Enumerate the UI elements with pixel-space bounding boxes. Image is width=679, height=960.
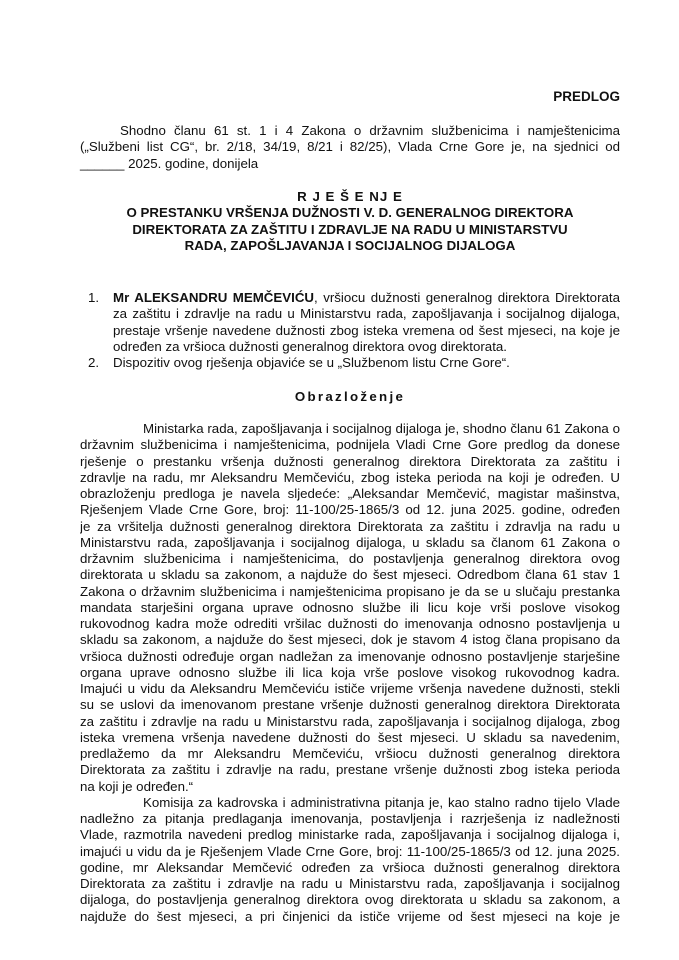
explanation-line: je za vršitelja dužnosti generalnog direktora Direktorata za zaštitu i zdravlja na radu u — [80, 518, 620, 534]
explanation-line: rješenje o prestanku vršenja dužnosti generalnog direktora Direktorata za zaštitu i — [80, 453, 620, 469]
explanation-line: Komisija za kadrovska i administrativna pitanja je, kao stalno radno tijelo Vlade — [143, 794, 620, 810]
item-line: prestaje vršenje navedene dužnosti zbog isteka vremena od šest mjeseci, na koje je — [113, 322, 620, 338]
explanation-line: zdravlje na radu, mr Aleksandru Memčeviću, zbog isteka perioda na koji je određen. U — [80, 469, 620, 485]
explanation-line: na koji je određen.“ — [80, 778, 194, 794]
intro-paragraph — [80, 123, 620, 172]
explanation-line: obrazloženju predloga je navela sljedeće: „Aleksandar Memčević, magistar mašinstva, — [80, 486, 620, 501]
explanation-line: najduže do šest mjeseci, a pri činjenici da ističe vrijeme od šest mjeseci na koje je — [80, 908, 620, 924]
decision-subtitle-line: O PRESTANKU VRŠENJA DUŽNOSTI V. D. GENERALNOG DIREKTORA — [126, 205, 574, 221]
item-line: određen za vršioca dužnosti generalnog direktora ovog direktorata. — [113, 338, 507, 354]
explanation-line: Rješenjem Vlade Crne Gore, broj: 11-100/25-1865/3 od 12. juna 2025. godine, određen — [80, 502, 620, 518]
explanation-line: vršioca dužnosti određuje organ nadležan za imenovanje odnosno postavljenje starješine — [80, 648, 620, 664]
explanation-line: Zakona o državnim službenicima i namještenicima propisano je da se u slučaju prestanka — [80, 583, 620, 599]
item-number: 2. — [88, 355, 100, 370]
item-line: Dispozitiv ovog rješenja objaviće se u „Službenom listu Crne Gore“. — [113, 355, 510, 370]
intro-line: Shodno članu 61 st. 1 i 4 Zakona o državnim službenicima i namještenicima — [120, 123, 620, 138]
explanation-line: mandata starješini organa uprave odnosno službe ili licu koje vrši poslove visokog — [80, 599, 620, 615]
decision-heading: R J E Š E NJ E — [297, 189, 403, 204]
explanation-line: predlažemo da mr Aleksandru Memčeviću, vršiocu dužnosti generalnog direktora — [80, 746, 620, 761]
list-item — [88, 290, 620, 355]
decision-subtitle-line: DIREKTORATA ZA ZAŠTITU I ZDRAVLJE NA RADU U MINISTARSTVU — [132, 221, 568, 237]
explanation-line: skladu sa zakonom, a najduže do šest mjeseci, dok je stavom 4 istog člana propisano da — [80, 632, 620, 648]
explanation-line: isteka vremena vršenja navedene dužnosti do šest mjeseci. U skladu sa navedenim, — [80, 729, 620, 745]
explanation-line: godine, mr Aleksandar Memčević određen za vršioca dužnosti generalnog direktora — [80, 859, 620, 875]
explanation-line: Ministarka rada, zapošljavanja i socijalnog dijaloga je, shodno članu 61 Zakona o — [143, 421, 620, 436]
list-item — [88, 355, 620, 371]
explanation-body — [80, 421, 620, 925]
item-text: , vršiocu dužnosti generalnog direktora Direktorata — [314, 290, 620, 305]
explanation-line: su se uslovi da imenovanom prestane vršenje dužnosti generalnog direktora Direktorata — [80, 697, 620, 713]
item-line: za zaštitu i zdravlje na radu u Ministarstvu rada, zapošljavanja i socijalnog dijaloga, — [113, 306, 620, 322]
explanation-line: organa uprave odnosno službe ili lica koja vrše poslove visokog rukovodnog kadra. — [80, 664, 620, 680]
intro-line: ______ 2025. godine, donijela — [80, 155, 259, 171]
decision-title — [80, 189, 620, 254]
explanation-line: rukovodnog kadra može odrediti vršilac dužnosti do imenovanja odnosno postavljenja u — [80, 616, 620, 631]
explanation-line: direktorata u skladu sa zakonom, a najduže do šest mjeseci. Odredbom člana 61 stav 1 — [80, 567, 620, 583]
explanation-line: Direktorata za zaštitu i zdravlje na radu, prestane vršenje dužnosti zbog isteka perioda — [80, 762, 620, 778]
explanation-line: Ministarstvu rada, zapošljavanja i socijalnog dijaloga, u skladu sa članom 61 Zakona o — [80, 534, 620, 550]
explanation-line: nadležno za pitanja predlaganja imenovanja, postavljenja i razrješenja iz nadležnosti — [80, 811, 620, 826]
explanation-line: Vlade, razmotrila navedeni predlog ministarke rada, zapošljavanja i socijalnog dijaloga i, — [80, 827, 620, 843]
decision-items — [88, 290, 620, 371]
item-number: 1. — [88, 290, 100, 305]
explanation-line: državnim službenicima i namještenicima, podnijela Vladi Crne Gore predlog da donese — [80, 437, 620, 453]
explanation-line: za zaštitu i zdravlje na radu u Ministarstvu rada, zapošljavanja i socijalnog dijaloga, zbog — [80, 713, 620, 729]
explanation-line: imajući u vidu da je Rješenjem Vlade Crne Gore, broj: 11-100/25-1865/3 od 12. juna 2025. — [80, 843, 620, 859]
explanation-line: Direktorata za zaštitu i zdravlje na radu u Ministarstvu rada, zapošljavanja i socijalnog — [80, 876, 620, 891]
decision-subtitle-line: RADA, ZAPOŠLJAVANJA I SOCIJALNOG DIJALOGA — [184, 237, 516, 253]
document-label-predlog: PREDLOG — [553, 89, 620, 104]
explanation-line: Imajući u vidu da Aleksandru Memčeviću ističe vrijeme vršenja navedene dužnosti, stekli — [80, 681, 620, 696]
explanation-line: državnim službenicima i namještenicima, do postavljenja generalnog direktora ovog — [80, 551, 620, 566]
person-name: Mr ALEKSANDRU MEMČEVIĆU — [113, 290, 315, 305]
intro-line: („Službeni list CG“, br. 2/18, 34/19, 8/21 i 82/25), Vlada Crne Gore je, na sjednici od — [80, 139, 620, 155]
explanation-line: dijaloga, do postavljenja generalnog direktora ovog direktorata u skladu sa zakonom, a — [80, 892, 620, 908]
explanation-heading: Obrazloženje — [294, 389, 406, 404]
